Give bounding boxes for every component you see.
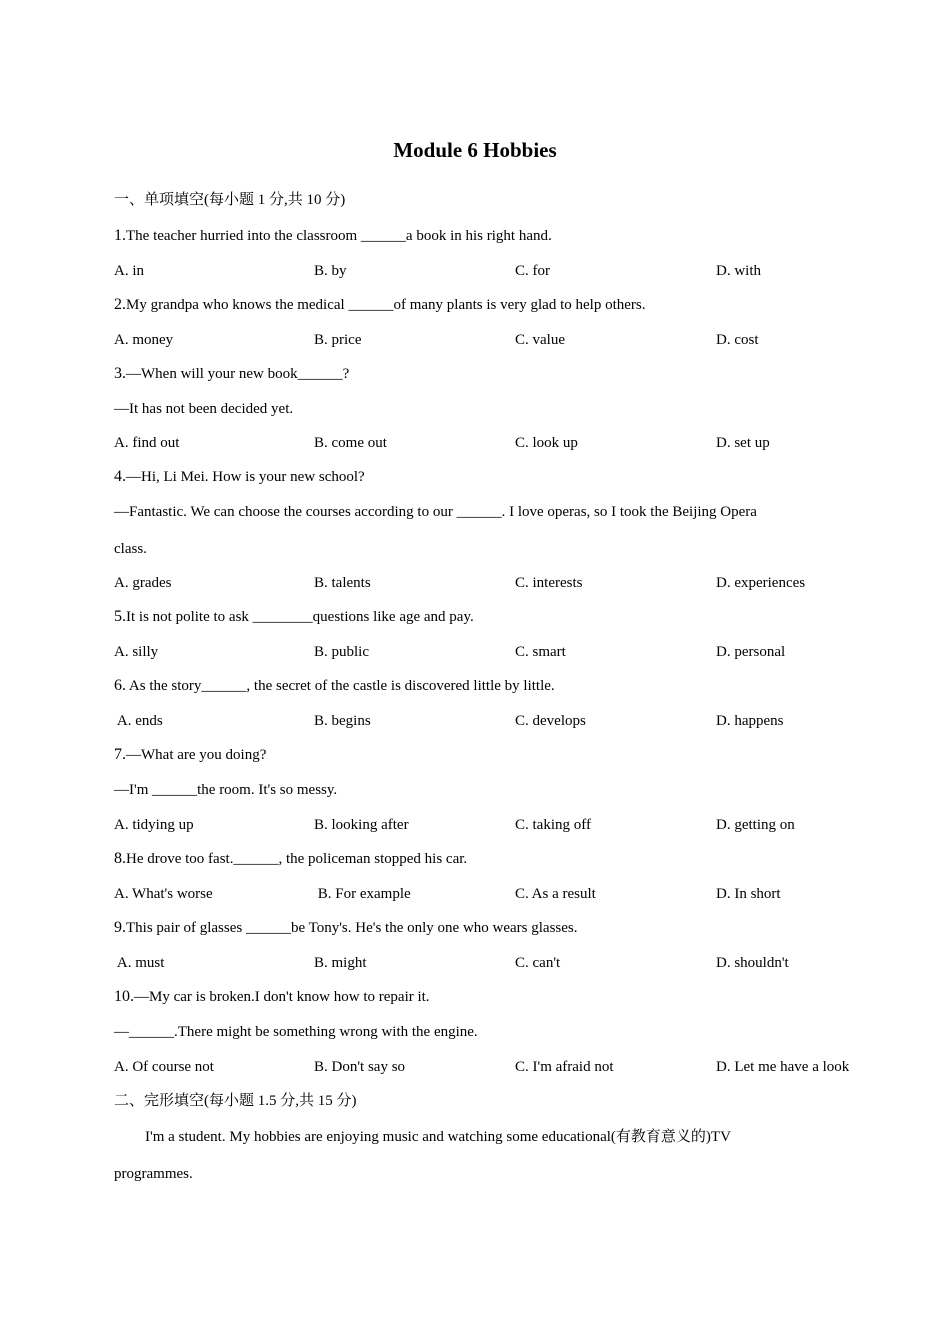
options-9 (114, 953, 874, 973)
option-c: C. taking off (515, 817, 591, 833)
option-b: B. by (314, 263, 347, 279)
option-b: B. might (314, 955, 367, 971)
question-number: 1. (114, 227, 126, 244)
option-c: C. value (515, 332, 565, 348)
question-1 (114, 226, 552, 246)
options-5 (114, 642, 874, 662)
option-a: A. Of course not (114, 1059, 214, 1075)
option-d: D. shouldn't (716, 955, 789, 971)
question-5 (114, 607, 474, 627)
option-d: D. In short (716, 886, 781, 902)
option-b: B. begins (314, 713, 371, 729)
passage-line-2: programmes. (114, 1166, 193, 1182)
question-number: 5. (114, 608, 126, 625)
option-b: B. price (314, 332, 362, 348)
question-8 (114, 849, 467, 869)
question-text: As the story______, the secret of the castle is discovered little by little. (126, 678, 555, 694)
question-10 (114, 987, 430, 1007)
question-6 (114, 676, 555, 696)
page-title: Module 6 Hobbies (393, 138, 557, 162)
option-c: C. for (515, 263, 550, 279)
option-a: A. ends (114, 713, 163, 729)
option-d: D. experiences (716, 575, 806, 591)
options-6 (114, 711, 874, 731)
question-text: —Hi, Li Mei. How is your new school? (126, 469, 365, 485)
option-d: D. cost (716, 332, 759, 348)
question-number: 7. (114, 746, 126, 763)
option-b: B. come out (314, 435, 387, 451)
option-a: A. silly (114, 644, 159, 660)
question-text: It is not polite to ask ________questions like age and pay. (126, 609, 474, 625)
question-3 (114, 364, 349, 384)
option-a: A. find out (114, 435, 180, 451)
option-c: C. smart (515, 644, 566, 660)
options-3 (114, 433, 874, 453)
option-c: C. I'm afraid not (515, 1059, 614, 1075)
question-text: The teacher hurried into the classroom ______a book in his right hand. (126, 228, 552, 244)
question-text: —What are you doing? (126, 747, 267, 763)
question-2 (114, 295, 646, 315)
option-c: C. look up (515, 435, 578, 451)
option-a: A. tidying up (114, 817, 194, 833)
option-b: B. talents (314, 575, 371, 591)
options-8 (114, 884, 874, 904)
question-text: My grandpa who knows the medical ______of many plants is very glad to help others. (126, 297, 646, 313)
section2-heading: 二、完形填空(每小题 1.5 分,共 15 分) (114, 1093, 357, 1109)
question-text: —When will your new book______? (126, 366, 350, 382)
question-4-line-3: class. (114, 541, 147, 557)
option-d: D. getting on (716, 817, 795, 833)
question-text: He drove too fast.______, the policeman stopped his car. (126, 851, 468, 867)
option-d: D. happens (716, 713, 784, 729)
section1-heading: 一、单项填空(每小题 1 分,共 10 分) (114, 192, 346, 208)
question-10-line-2: —______.There might be something wrong with the engine. (114, 1024, 478, 1040)
question-number: 10. (114, 988, 134, 1005)
question-7-line-2: —I'm ______the room. It's so messy. (114, 782, 338, 798)
option-d: D. with (716, 263, 761, 279)
question-text: —My car is broken.I don't know how to repair it. (134, 989, 430, 1005)
option-d: D. set up (716, 435, 770, 451)
question-3-line-2: —It has not been decided yet. (114, 401, 294, 417)
options-4 (114, 573, 874, 593)
option-c: C. can't (515, 955, 561, 971)
option-c: C. interests (515, 575, 583, 591)
option-a: A. must (114, 955, 165, 971)
passage-line-1: I'm a student. My hobbies are enjoying music and watching some educational(有教育意义的)TV (145, 1129, 731, 1145)
question-4-line-2: —Fantastic. We can choose the courses according to our ______. I love operas, so I took the Beijing Opera (114, 504, 757, 520)
question-number: 4. (114, 468, 126, 485)
option-a: A. What's worse (114, 886, 213, 902)
question-number: 3. (114, 365, 126, 382)
question-number: 9. (114, 919, 126, 936)
option-b: B. For example (314, 886, 411, 902)
option-d: D. Let me have a look (716, 1059, 850, 1075)
option-b: B. looking after (314, 817, 409, 833)
question-4 (114, 467, 365, 487)
options-1 (114, 261, 874, 281)
options-10 (114, 1057, 874, 1077)
option-b: B. public (314, 644, 369, 660)
option-a: A. in (114, 263, 144, 279)
question-7 (114, 745, 266, 765)
options-2 (114, 330, 874, 350)
question-text: This pair of glasses ______be Tony's. He's the only one who wears glasses. (126, 920, 578, 936)
option-a: A. grades (114, 575, 172, 591)
option-c: C. develops (515, 713, 586, 729)
question-number: 2. (114, 296, 126, 313)
option-d: D. personal (716, 644, 786, 660)
question-number: 6. (114, 677, 126, 694)
options-7 (114, 815, 874, 835)
question-9 (114, 918, 578, 938)
option-b: B. Don't say so (314, 1059, 406, 1075)
option-c: C. As a result (515, 886, 596, 902)
option-a: A. money (114, 332, 174, 348)
question-number: 8. (114, 850, 126, 867)
